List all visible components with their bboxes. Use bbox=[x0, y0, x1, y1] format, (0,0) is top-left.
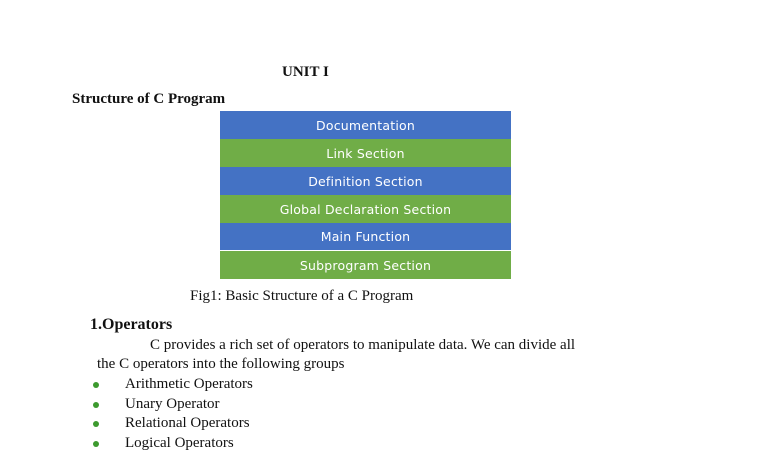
list-item bbox=[90, 395, 253, 415]
diagram-band-subprogram-section: Subprogram Section bbox=[220, 251, 511, 279]
list-item bbox=[90, 375, 253, 395]
figure-caption: Fig1: Basic Structure of a C Program bbox=[190, 288, 413, 305]
bullet-icon bbox=[93, 402, 99, 408]
section-heading: Structure of C Program bbox=[72, 91, 225, 108]
operators-paragraph-line-2: the C operators into the following groups bbox=[97, 356, 344, 373]
list-item bbox=[90, 414, 253, 434]
list-item-label: Arithmetic Operators bbox=[125, 376, 253, 392]
operator-groups-list bbox=[90, 375, 253, 453]
diagram-band-link-section: Link Section bbox=[220, 139, 511, 167]
bullet-icon bbox=[93, 382, 99, 388]
diagram-band-main-function: Main Function bbox=[220, 223, 511, 251]
bullet-icon bbox=[93, 421, 99, 427]
bullet-icon bbox=[93, 441, 99, 447]
structure-diagram bbox=[220, 111, 511, 279]
unit-title: UNIT I bbox=[282, 64, 329, 81]
diagram-band-definition-section: Definition Section bbox=[220, 167, 511, 195]
diagram-band-documentation: Documentation bbox=[220, 111, 511, 139]
list-item bbox=[90, 434, 253, 453]
list-item-label: Unary Operator bbox=[125, 396, 220, 412]
operators-title: 1.Operators bbox=[90, 316, 172, 334]
list-item-label: Logical Operators bbox=[125, 435, 234, 451]
list-item-label: Relational Operators bbox=[125, 415, 250, 431]
operators-paragraph-line-1: C provides a rich set of operators to manipulate data. We can divide all bbox=[150, 337, 575, 354]
diagram-band-global-declaration: Global Declaration Section bbox=[220, 195, 511, 223]
